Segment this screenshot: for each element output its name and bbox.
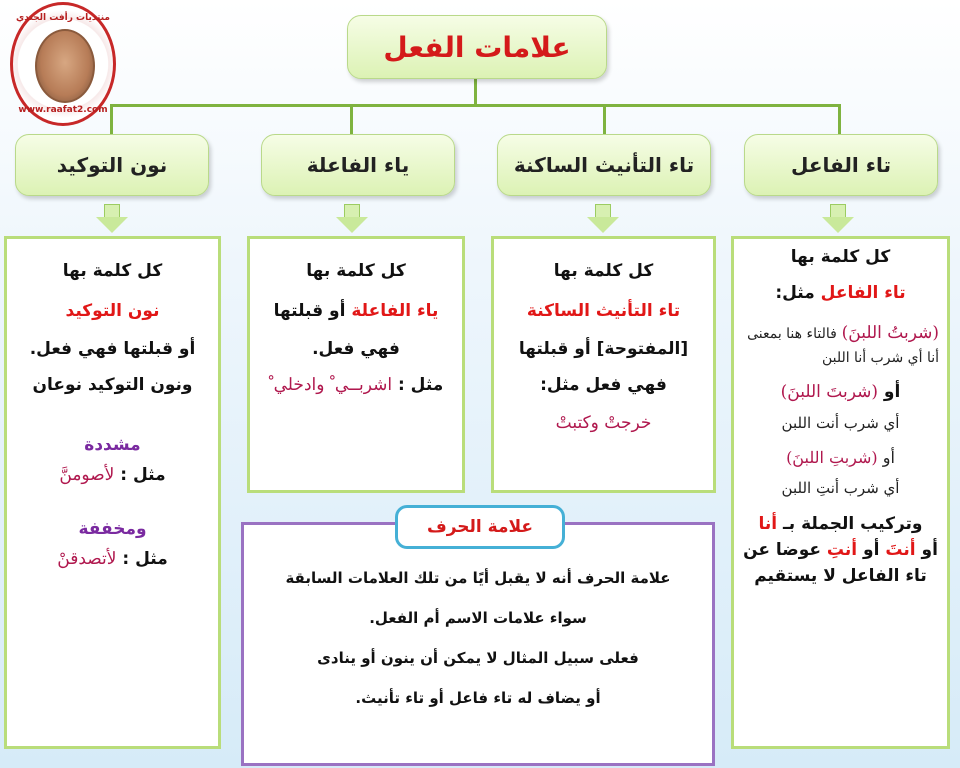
pronoun-ana: أنا <box>758 514 778 534</box>
rule-text: أو <box>921 540 938 560</box>
pronoun-anti: أنتِ <box>826 540 858 560</box>
marker-text: ياء الفاعلة <box>351 301 439 321</box>
example-label: مثل : <box>122 549 168 569</box>
example-text: (شربتُ اللبنَ) <box>841 323 939 343</box>
heading-noon-altawkeed: نون التوكيد <box>15 134 209 196</box>
connector-horizontal <box>110 104 840 107</box>
marker-text: تاء الفاعل <box>820 283 906 303</box>
example-text: اشربــي ْ وادخلي ْ <box>268 375 393 395</box>
panel-line: فهي فعل. <box>312 339 400 359</box>
portrait-image <box>35 29 95 103</box>
harf-line: علامة الحرف أنه لا يقبل أيًا من تلك العلامات السابقة <box>285 569 671 587</box>
logo-top-text: منتديات رأفت الجندي <box>16 13 110 23</box>
marker-text: تاء التأنيث الساكنة <box>526 301 681 321</box>
panel-line: ونون التوكيد نوعان <box>32 375 193 395</box>
harf-line: فعلى سبيل المثال لا يمكن أن ينون أو ينادى <box>317 649 639 667</box>
panel-line: كل كلمة بها <box>306 261 406 281</box>
or-text: أو <box>883 382 901 402</box>
rule-text: تاء الفاعل لا يستقيم <box>754 566 927 586</box>
example-text: خرجتْ وكتبتْ <box>555 413 652 433</box>
or-text: أو <box>882 448 895 467</box>
panel-taa-alfaael <box>731 236 950 749</box>
panel-harf <box>241 522 715 766</box>
panel-line: أو قبلتها فهي فعل. <box>29 339 196 359</box>
connector-stem <box>474 77 477 105</box>
panel-line: كل كلمة بها <box>790 247 891 267</box>
harf-title: علامة الحرف <box>395 505 565 549</box>
example-note: فالتاء هنا بمعنى أنا أي شرب أنا اللبن <box>747 326 939 366</box>
panel-yaa-alfaela <box>247 236 465 493</box>
example-text: لأصومنَّ <box>59 465 115 485</box>
example-label: مثل : <box>120 465 166 485</box>
heading-yaa-alfaela: ياء الفاعلة <box>261 134 455 196</box>
diagram-title: علامات الفعل <box>347 15 607 79</box>
harf-line: سواء علامات الاسم أم الفعل. <box>369 609 587 627</box>
marker-suffix: مثل: <box>775 283 815 303</box>
connector-drop-3 <box>350 104 353 134</box>
logo-bottom-text: www.raafat2.com <box>18 105 108 115</box>
panel-taa-altaneeth <box>491 236 716 493</box>
connector-drop-1 <box>838 104 841 134</box>
example-note: أي شرب أنتِ اللبن <box>781 479 900 497</box>
panel-line: فهي فعل مثل: <box>540 375 667 395</box>
site-logo <box>10 2 116 126</box>
pronoun-anta: أنتَ <box>885 540 916 560</box>
harf-line: أو يضاف له تاء فاعل أو تاء تأنيث. <box>355 689 601 707</box>
type-heading: ومخففة <box>78 519 147 539</box>
type-heading: مشددة <box>84 435 141 455</box>
rule-text: عوضا عن <box>743 540 821 560</box>
panel-noon-altawkeed <box>4 236 221 749</box>
example-text: (شربتِ اللبنَ) <box>786 448 878 467</box>
heading-taa-alfaael: تاء الفاعل <box>744 134 938 196</box>
panel-line: [المفتوحة] أو قبلتها <box>518 339 689 359</box>
example-text: (شربتَ اللبنَ) <box>780 382 878 402</box>
example-note: أي شرب أنت اللبن <box>781 414 900 432</box>
connector-drop-2 <box>603 104 606 134</box>
marker-suffix: أو قبلتها <box>273 301 346 321</box>
example-text: لأتصدقنْ <box>57 549 117 569</box>
rule-text: وتركيب الجملة بـ <box>783 514 923 534</box>
panel-line: كل كلمة بها <box>62 261 163 281</box>
heading-taa-altaneeth: تاء التأنيث الساكنة <box>497 134 711 196</box>
marker-text: نون التوكيد <box>65 301 160 321</box>
example-label: مثل : <box>397 375 444 395</box>
rule-text: أو <box>863 540 880 560</box>
panel-line: كل كلمة بها <box>553 261 654 281</box>
